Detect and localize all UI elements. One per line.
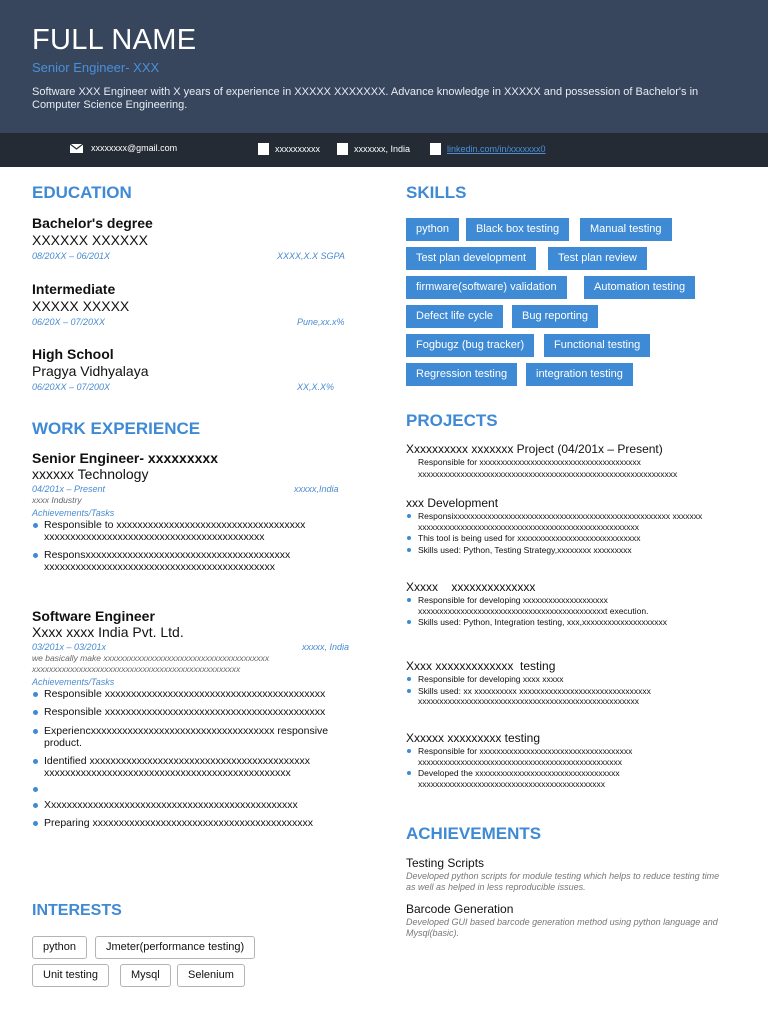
list-item: Responsible xxxxxxxxxxxxxxxxxxxxxxxxxxxxxxxxxxxxxxxxxx <box>32 706 362 718</box>
education-dates: 06/20XX – 07/200X <box>32 382 111 392</box>
contact-email[interactable] <box>70 143 177 153</box>
list-item: Developed the xxxxxxxxxxxxxxxxxxxxxxxxxxxxxxxxxx xxxxxxxxxxxxxxxxxxxxxxxxxxxxxxxxxxxxxxxxxxxx <box>406 768 736 789</box>
interest-tag: Mysql <box>120 964 171 987</box>
education-dates: 06/20X – 07/20XX <box>32 317 106 327</box>
education-item <box>32 215 352 262</box>
project-title: Xxxxxx xxxxxxxxx testing <box>406 731 541 745</box>
project-entry <box>406 442 736 479</box>
project-bullets <box>406 746 736 789</box>
education-item <box>32 281 352 328</box>
list-item: Skills used: Python, Testing Strategy,xxxxxxxx xxxxxxxxx <box>406 545 736 556</box>
achievement-desc: Developed GUI based barcode generation method using python language and Mysql(basic). <box>406 917 718 938</box>
skill-tag: python <box>406 218 459 241</box>
interest-tag: Unit testing <box>32 964 109 987</box>
degree: Bachelor's degree <box>32 215 153 231</box>
education-dates: 08/20XX – 06/201X <box>32 251 111 261</box>
job-note: we basically make xxxxxxxxxxxxxxxxxxxxxxxxxxxxxxxxxxxxxxx xxxxxxxxxxxxxxxxxxxxxxxxxxxxxxxxxxxxxxxxxxxxxxxxx <box>32 653 270 674</box>
projects-heading: PROJECTS <box>406 411 498 430</box>
achievement-title: Barcode Generation <box>406 902 514 916</box>
education-score: XX,X.X% <box>297 382 335 392</box>
job-dates: 04/201x – Present <box>32 484 106 494</box>
list-item: Responsixxxxxxxxxxxxxxxxxxxxxxxxxxxxxxxxxxxxxxxxxxxxxxxxxxx xxxxxxx xxxxxxxxxxxxxxxxxxxxxxxxxxxxxxxxxxxxxxxxxxxxxxxxxxxx <box>406 511 736 532</box>
list-item: Experiencxxxxxxxxxxxxxxxxxxxxxxxxxxxxxxxxxxx responsive product. <box>32 725 362 749</box>
email-text: xxxxxxxx@gmail.com <box>91 143 178 153</box>
job-meta <box>32 484 362 495</box>
skill-tag: firmware(software) validation <box>406 276 567 299</box>
job-bullets <box>32 688 362 829</box>
skill-tag: Automation testing <box>584 276 695 299</box>
phone-icon <box>258 143 269 155</box>
interests-heading: INTERESTS <box>32 902 122 919</box>
skill-tag: Bug reporting <box>512 305 598 328</box>
achievement-item <box>406 902 726 939</box>
skill-tag: Functional testing <box>544 334 650 357</box>
job-bullets <box>32 519 362 573</box>
list-item: Responsible to xxxxxxxxxxxxxxxxxxxxxxxxxxxxxxxxxxxx xxxxxxxxxxxxxxxxxxxxxxxxxxxxxxxxxxxxxxxxxx <box>32 519 362 543</box>
company: Xxxx xxxx India Pvt. Ltd. <box>32 624 184 640</box>
project-entry <box>406 659 736 707</box>
project-line: Responsible for xxxxxxxxxxxxxxxxxxxxxxxxxxxxxxxxxxxxxx <box>418 457 641 467</box>
contact-phone[interactable] <box>258 143 320 155</box>
job-title: Senior Engineer- xxxxxxxxx <box>32 450 218 466</box>
phone-text: xxxxxxxxxx <box>275 144 320 154</box>
list-item: Xxxxxxxxxxxxxxxxxxxxxxxxxxxxxxxxxxxxxxxxxxxxxxxx <box>32 799 362 811</box>
project-entry <box>406 496 736 555</box>
project-entry <box>406 580 736 628</box>
job-title: Software Engineer <box>32 608 155 624</box>
education-meta <box>32 251 352 262</box>
project-title: xxx Development <box>406 496 499 510</box>
skill-tag: Fogbugz (bug tracker) <box>406 334 534 357</box>
company: xxxxxx Technology <box>32 466 149 482</box>
project-bullets <box>406 674 736 707</box>
school: XXXXXX XXXXXX <box>32 232 148 248</box>
education-item <box>32 346 352 393</box>
job-entry <box>32 608 362 835</box>
school: XXXXX XXXXX <box>32 298 130 314</box>
resume-header <box>0 0 768 133</box>
skill-tag: Regression testing <box>406 363 517 386</box>
job-meta <box>32 642 362 653</box>
project-bullets <box>406 595 736 628</box>
skill-tag: Defect life cycle <box>406 305 503 328</box>
work-experience-heading: WORK EXPERIENCE <box>32 419 201 438</box>
skill-tag: Test plan review <box>548 247 647 270</box>
project-title: Xxxxxxxxxx xxxxxxx Project (04/201x – Present) <box>406 442 663 456</box>
project-title: Xxxxx xxxxxxxxxxxxxx <box>406 580 536 594</box>
education-score: XXXX,X.X SGPA <box>277 251 345 261</box>
list-item: Responsible for developing xxxxxxxxxxxxxxxxxxxx xxxxxxxxxxxxxxxxxxxxxxxxxxxxxxxxxxxxxxxxxxxxt execution. <box>406 595 736 616</box>
project-title: Xxxx xxxxxxxxxxxxx testing <box>406 659 556 673</box>
achievement-item <box>406 856 726 893</box>
profile-summary: Software XXX Engineer with X years of experience in XXXXX XXXXXXX. Advance knowledge in XXXXX and possession of Bachelor's in Computer Science Engineering. <box>32 86 699 111</box>
envelope-icon <box>70 144 83 153</box>
list-item <box>32 783 362 795</box>
interest-tag: python <box>32 936 87 959</box>
list-item: This tool is being used for xxxxxxxxxxxxxxxxxxxxxxxxxxxxx <box>406 533 736 544</box>
skill-tag: Black box testing <box>466 218 569 241</box>
location-text: xxxxxxx, India <box>354 144 411 154</box>
job-role: Senior Engineer- XXX <box>32 60 160 75</box>
education-heading: EDUCATION <box>32 183 132 202</box>
job-dates: 03/201x – 03/201x <box>32 642 107 652</box>
education-meta <box>32 317 352 328</box>
list-item: Responsxxxxxxxxxxxxxxxxxxxxxxxxxxxxxxxxxxxxxxx xxxxxxxxxxxxxxxxxxxxxxxxxxxxxxxxxxxxxxxxxxxx <box>32 549 362 573</box>
full-name: FULL NAME <box>32 24 197 56</box>
project-bullets <box>406 511 736 555</box>
achievements-label: Achievements/Tasks <box>32 677 115 687</box>
skills-heading: SKILLS <box>406 183 467 202</box>
list-item: Responsible for developing xxxx xxxxx <box>406 674 736 685</box>
skill-tag: Manual testing <box>580 218 672 241</box>
degree: High School <box>32 346 114 362</box>
interest-tag: Jmeter(performance testing) <box>95 936 255 959</box>
list-item: Responsible for xxxxxxxxxxxxxxxxxxxxxxxxxxxxxxxxxxxx xxxxxxxxxxxxxxxxxxxxxxxxxxxxxxxxxxxxxxxxxxxxxxxx <box>406 746 736 767</box>
achievements-label: Achievements/Tasks <box>32 508 115 518</box>
list-item: Responsible xxxxxxxxxxxxxxxxxxxxxxxxxxxxxxxxxxxxxxxxxx <box>32 688 362 700</box>
list-item: Skills used: Python, Integration testing, xxx,xxxxxxxxxxxxxxxxxxxx <box>406 617 736 628</box>
achievements-heading: ACHIEVEMENTS <box>406 824 542 843</box>
location-icon <box>337 143 348 155</box>
contact-location <box>337 143 410 155</box>
skill-tag: integration testing <box>526 363 633 386</box>
job-location: xxxxx, India <box>302 642 350 652</box>
list-item: Identified xxxxxxxxxxxxxxxxxxxxxxxxxxxxxxxxxxxxxxxxxx xxxxxxxxxxxxxxxxxxxxxxxxxxxxxxxxxxxxxxxxxxxxxxx <box>32 755 362 779</box>
job-entry <box>32 450 362 579</box>
linkedin-link[interactable]: linkedin.com/in/xxxxxxx0 <box>447 144 546 154</box>
list-item: Preparing xxxxxxxxxxxxxxxxxxxxxxxxxxxxxxxxxxxxxxxxxx <box>32 817 362 829</box>
degree: Intermediate <box>32 281 116 297</box>
contact-linkedin[interactable] <box>430 143 546 155</box>
linkedin-icon <box>430 143 441 155</box>
education-meta <box>32 382 352 393</box>
school: Pragya Vidhyalaya <box>32 363 149 379</box>
job-note: xxxx Industry <box>32 495 82 505</box>
list-item: Skills used: xx xxxxxxxxxx xxxxxxxxxxxxxxxxxxxxxxxxxxxxxxx xxxxxxxxxxxxxxxxxxxxxxxxxxxxxxxxxxxxxxxxxxxxxxxxxxxx <box>406 686 736 707</box>
interest-tag: Selenium <box>177 964 245 987</box>
achievement-desc: Developed python scripts for module testing which helps to reduce testing time as well as helped in less reproducible issues. <box>406 871 720 892</box>
job-location: xxxxx,India <box>294 484 339 494</box>
contact-bar <box>0 133 768 167</box>
project-line: xxxxxxxxxxxxxxxxxxxxxxxxxxxxxxxxxxxxxxxxxxxxxxxxxxxxxxxxxxxxx <box>418 468 678 479</box>
project-entry <box>406 731 736 789</box>
education-score: Pune,xx.x% <box>297 317 345 327</box>
achievement-title: Testing Scripts <box>406 856 485 870</box>
skill-tag: Test plan development <box>406 247 536 270</box>
